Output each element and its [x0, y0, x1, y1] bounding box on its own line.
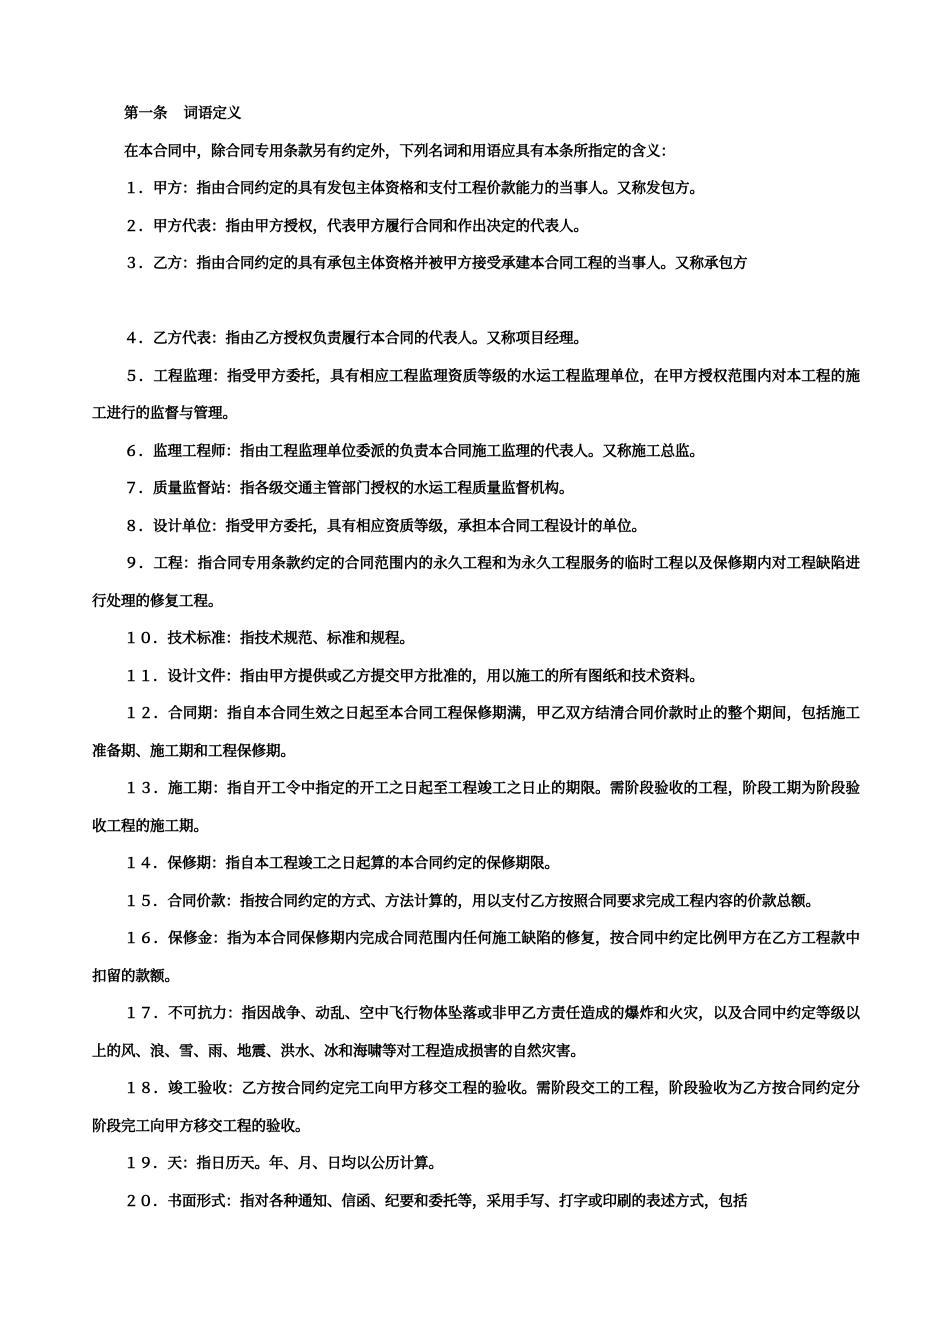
clause-20: ２０．书面形式：指对各种通知、信函、纪要和委托等，采用手写、打字或印刷的表述方式，包括: [124, 1192, 748, 1210]
clause-12: １２．合同期：指自本合同生效之日起至本合同工程保修期满，甲乙双方结清合同价款时止的整个期间，包括施工准备期、施工期和工程保修期。: [92, 705, 860, 760]
clause-9: ９．工程：指合同专用条款约定的合同范围内的永久工程和为永久工程服务的临时工程以及保修期内对工程缺陷进行处理的修复工程。: [92, 555, 860, 610]
article-heading: [92, 95, 860, 133]
article-intro: 在本合同中，除合同专用条款另有约定外，下列名词和用语应具有本条所指定的含义：: [124, 142, 675, 160]
clause-16: １６．保修金：指为本合同保修期内完成合同范围内任何施工缺陷的修复，按合同中约定比例甲方在乙方工程款中扣留的款额。: [92, 930, 860, 985]
clause-6: ６．监理工程师：指由工程监理单位委派的负责本合同施工监理的代表人。又称施工总监。: [124, 442, 704, 460]
clause-5: ５．工程监理：指受甲方委托，具有相应工程监理资质等级的水运工程监理单位，在甲方授权范围内对本工程的施工进行的监督与管理。: [92, 367, 860, 422]
document-page: [92, 95, 860, 1220]
clause-19: １９．天：指日历天。年、月、日均以公历计算。: [124, 1155, 443, 1172]
clause-14: １４．保修期：指自本工程竣工之日起算的本合同约定的保修期限。: [124, 855, 559, 872]
clause-10: １０．技术标准：指技术规范、标准和规程。: [124, 630, 414, 647]
article-title: 词语定义: [183, 105, 242, 122]
clause-4: ４．乙方代表：指由乙方授权负责履行本合同的代表人。又称项目经理。: [124, 330, 588, 347]
clause-18: １８．竣工验收：乙方按合同约定完工向甲方移交工程的验收。需阶段交工的工程，阶段验收为乙方按合同约定分阶段完工向甲方移交工程的验收。: [92, 1080, 860, 1135]
clause-15: １５．合同价款：指按合同约定的方式、方法计算的，用以支付乙方按照合同要求完成工程内容的价款总额。: [124, 892, 820, 910]
clause-1: １．甲方：指由合同约定的具有发包主体资格和支付工程价款能力的当事人。又称发包方。: [124, 180, 704, 197]
clause-17: １７．不可抗力：指因战争、动乱、空中飞行物体坠落或非甲乙方责任造成的爆炸和火灾，以及合同中约定等级以上的风、浪、雪、雨、地震、洪水、冰和海啸等对工程造成损害的自然灾害。: [92, 1005, 860, 1060]
clause-13: １３．施工期：指自开工令中指定的开工之日起至工程竣工之日止的期限。需阶段验收的工程，阶段工期为阶段验收工程的施工期。: [92, 780, 860, 835]
clause-3: ３．乙方：指由合同约定的具有承包主体资格并被甲方接受承建本合同工程的当事人。又称承包方: [124, 255, 748, 272]
article-number: 第一条: [124, 105, 168, 122]
clause-8: ８．设计单位：指受甲方委托，具有相应资质等级，承担本合同工程设计的单位。: [124, 517, 646, 535]
blank-line: [92, 283, 860, 321]
clause-11: １１．设计文件：指由甲方提供或乙方提交甲方批准的，用以施工的所有图纸和技术资料。: [124, 667, 704, 685]
clause-7: ７．质量监督站：指各级交通主管部门授权的水运工程质量监督机构。: [124, 480, 574, 497]
clause-2: ２．甲方代表：指由甲方授权，代表甲方履行合同和作出决定的代表人。: [124, 217, 588, 235]
